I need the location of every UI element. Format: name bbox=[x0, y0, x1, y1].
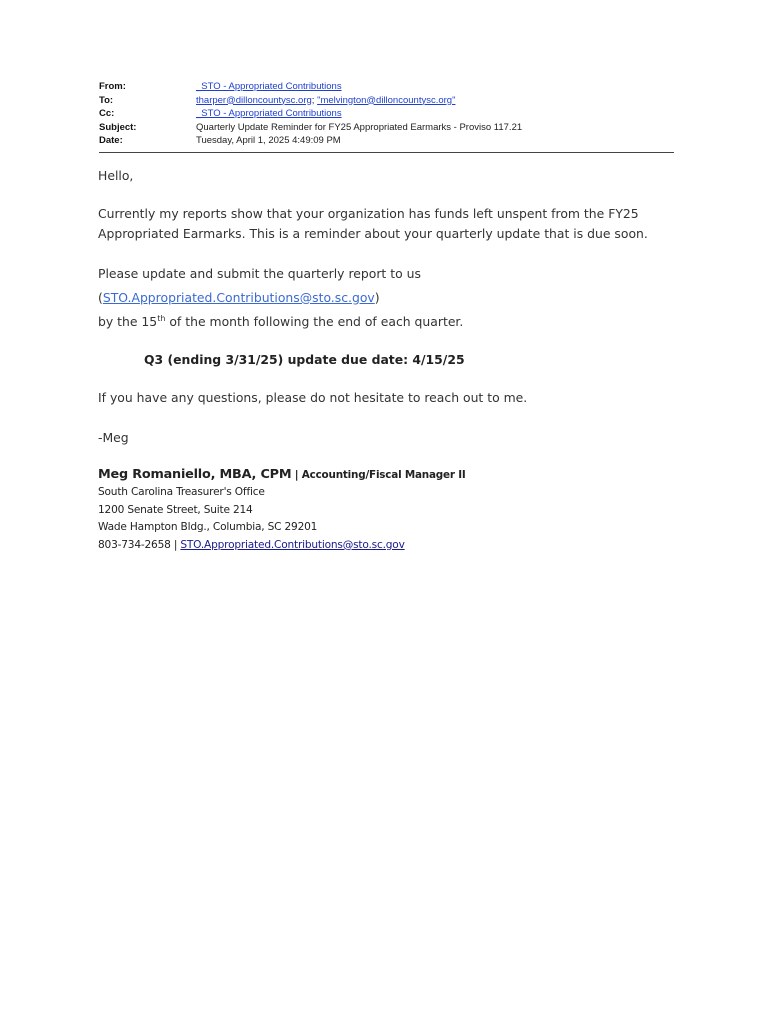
cc-label: Cc: bbox=[99, 108, 115, 120]
signature-address-1: 1200 Senate Street, Suite 214 bbox=[98, 503, 253, 516]
signature-contact-separator: | bbox=[170, 538, 181, 551]
signature-separator: | bbox=[291, 469, 302, 481]
submit-line2-a: by the 15 bbox=[98, 314, 158, 329]
subject-row bbox=[99, 121, 674, 135]
greeting: Hello, bbox=[98, 168, 134, 183]
signature-email-link[interactable]: STO.Appropriated.Contributions@sto.sc.gov bbox=[180, 538, 405, 551]
email-header bbox=[99, 80, 674, 153]
email-link[interactable]: STO.Appropriated.Contributions@sto.sc.gov bbox=[102, 290, 375, 305]
date-label: Date: bbox=[99, 135, 123, 147]
from-link[interactable]: _STO - Appropriated Contributions bbox=[196, 81, 342, 92]
submit-text-before: Please update and submit the quarterly report to us ( bbox=[98, 266, 421, 305]
paragraph-questions: If you have any questions, please do not hesitate to reach out to me. bbox=[98, 390, 528, 405]
submit-line2-b: of the month following the end of each quarter. bbox=[165, 314, 464, 329]
email-body bbox=[98, 166, 678, 448]
date-row bbox=[99, 134, 674, 148]
date-value: Tuesday, April 1, 2025 4:49:09 PM bbox=[196, 135, 341, 147]
signature-address-2: Wade Hampton Bldg., Columbia, SC 29201 bbox=[98, 521, 318, 534]
signature-phone: 803-734-2658 bbox=[98, 538, 171, 551]
to-link-1[interactable]: tharper@dilloncountysc.org bbox=[196, 94, 312, 106]
email-signature bbox=[98, 466, 658, 554]
due-date-line: Q3 (ending 3/31/25) update due date: 4/15/25 bbox=[144, 352, 465, 367]
signature-contact-line bbox=[98, 537, 658, 554]
subject-label: Subject: bbox=[99, 121, 137, 133]
paragraph-funds: Currently my reports show that your organization has funds left unspent from the FY25 Appropriated Earmarks. This is a reminder about your quarterly update that is due soon. bbox=[98, 206, 648, 241]
to-link-2[interactable]: "melvington@dilloncountysc.org" bbox=[317, 94, 456, 106]
from-label: From: bbox=[99, 81, 126, 92]
signoff: -Meg bbox=[98, 430, 129, 445]
signature-title: Accounting/Fiscal Manager II bbox=[301, 469, 466, 481]
signature-office: South Carolina Treasurer's Office bbox=[98, 486, 265, 499]
signature-name: Meg Romaniello, MBA, CPM bbox=[98, 467, 292, 482]
signature-name-line bbox=[98, 466, 658, 484]
cc-link[interactable]: _STO - Appropriated Contributions bbox=[196, 108, 342, 120]
to-separator: ; bbox=[311, 94, 318, 106]
to-label: To: bbox=[99, 94, 114, 106]
from-row bbox=[99, 80, 674, 94]
cc-row bbox=[99, 107, 674, 121]
to-row bbox=[99, 94, 674, 108]
superscript-th: th bbox=[157, 313, 166, 323]
submit-text-after: ) bbox=[374, 290, 380, 305]
paragraph-submit bbox=[98, 262, 678, 334]
subject-value: Quarterly Update Reminder for FY25 Appropriated Earmarks - Proviso 117.21 bbox=[196, 121, 523, 133]
